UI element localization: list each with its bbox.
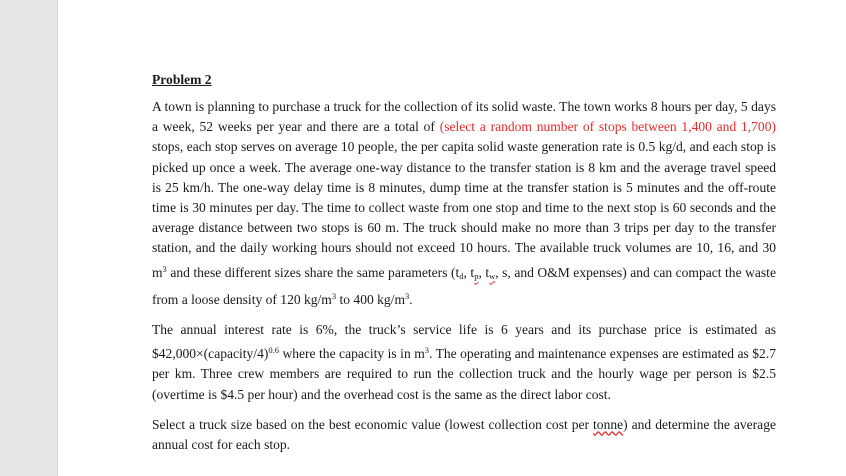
p3-text-a: Select a truck size based on the best economic value (lowest collection cost per xyxy=(152,416,594,432)
p1-text-e: to 400 kg/m xyxy=(336,291,405,307)
p1-sub-d: d xyxy=(459,270,464,281)
p1-sup-2: 3 xyxy=(331,290,337,301)
p1-comma-1: , t xyxy=(463,264,475,280)
p1-text-f: . xyxy=(409,291,413,307)
p1-sub-p: p xyxy=(474,270,479,281)
p2-sup: 3 xyxy=(424,345,429,356)
p2-exponent: 0.6 xyxy=(268,345,279,356)
paragraph-3 xyxy=(152,415,776,455)
p1-sub-w: w xyxy=(489,270,496,281)
p2-text-c: . The operating and maintenance expenses are estimated as $2.7 per km. Three crew members are required to run the collection truck and the hourly wage per person is $2.5 (overtime is $4.5 per hour) and the overhead cost is the same as the direct labor cost. xyxy=(152,346,776,402)
p2-text-b: where the capacity is in m xyxy=(278,346,425,362)
p1-sup-3: 3 xyxy=(404,290,410,301)
paragraph-1 xyxy=(152,97,776,310)
p1-text-d: , s, and O&M expenses) and can compact the waste from a loose density of 120 kg/m xyxy=(152,264,776,307)
p1-text-b: stops, each stop serves on average 10 people, the per capita solid waste generation rate is 0.5 kg/d, and each stop is picked up once a week. The average one-way distance to the transfer station is 8 km and the average travel speed is 25 km/h. The one-way delay time is 8 minutes, dump time at the transfer station is 5 minutes and the off-route time is 30 minutes per day. The time to collect waste from one stop and time to the next stop is 60 seconds and the average distance between two stops is 60 m. The truck should make no more than 3 trips per day to the transfer station, and the daily working hours should not exceed 10 hours. The available truck volumes are 10, 16, and 30 m xyxy=(152,139,776,280)
p1-text-a: A town is planning to purchase a truck for the collection of its solid waste. The town works 8 hours per day, 5 days a week, 52 weeks per year and there are a total of xyxy=(152,99,776,135)
page-edge xyxy=(57,0,58,476)
tonne-word: tonne xyxy=(593,416,624,432)
p2-text-a: The annual interest rate is 6%, the truck’s service life is 6 years and its purchase price is estimated as $42,000×(capacity/4) xyxy=(152,322,776,362)
document-page xyxy=(152,70,776,465)
p1-comma-2: , t xyxy=(478,264,490,280)
paragraph-2 xyxy=(152,320,776,405)
p3-text-b: ) and determine the average annual cost for each stop. xyxy=(152,416,776,453)
stops-instruction-highlight: (select a random number of stops between 1,400 and 1,700) xyxy=(439,119,776,135)
p1-text-c: and these different sizes share the same parameters (t xyxy=(166,264,460,280)
problem-title: Problem 2 xyxy=(152,72,212,87)
p1-sup-1: 3 xyxy=(162,263,167,274)
left-margin xyxy=(0,0,57,476)
